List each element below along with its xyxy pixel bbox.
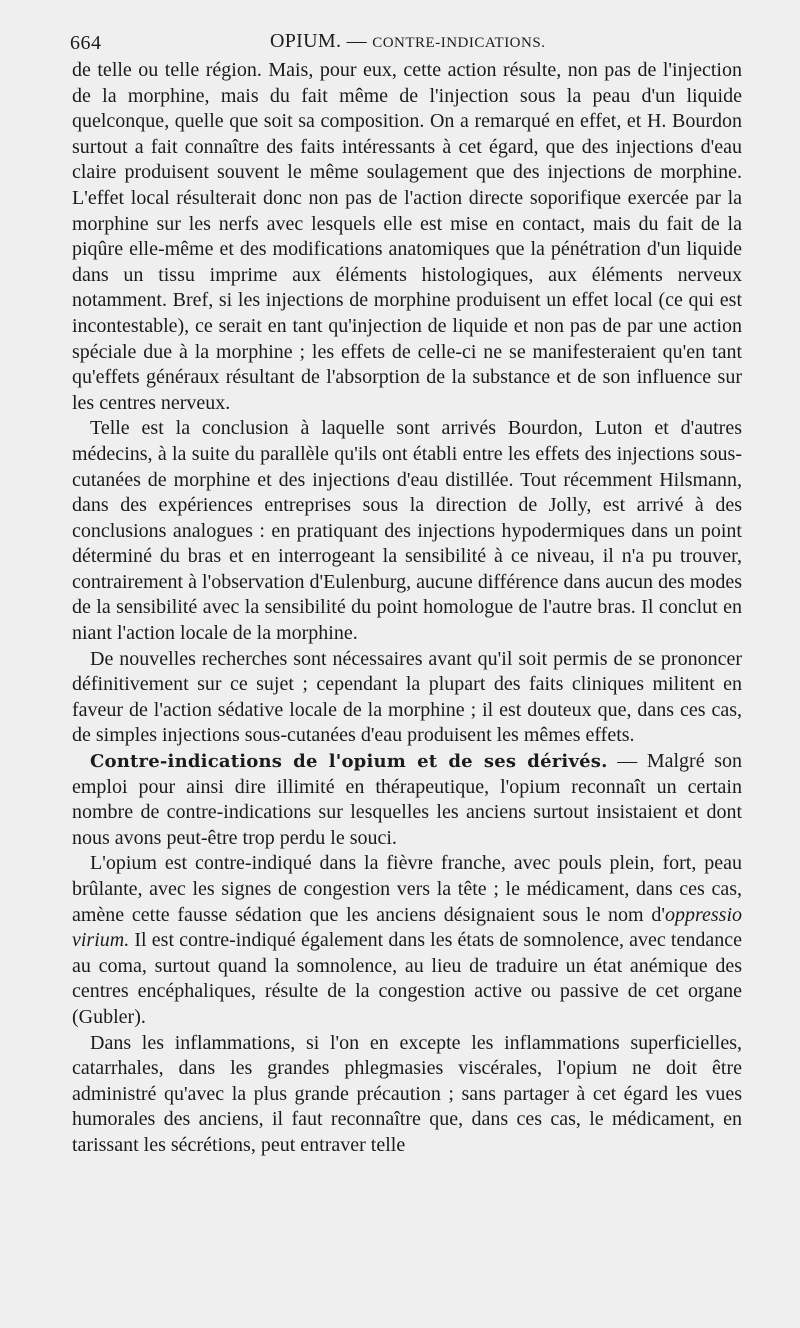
running-title-sub: CONTRE-INDICATIONS.: [372, 35, 546, 51]
paragraph-6: Dans les inflammations, si l'on en excepte les inflammations superficielles, catarrhales, dans les grandes phlegmasies viscérales, l'opium ne doit être administré qu'avec la plus grande précaution ; sans partager à cet égard les vues humorales des anciens, il faut reconnaître que, dans ces cas, le médicament, en tarissant les sécrétions, peut entraver telle: [72, 1031, 742, 1156]
paragraph-3: De nouvelles recherches sont nécessaires avant qu'il soit permis de se prononcer définitivement sur ce sujet ; cependant la plupart des faits cliniques militent en faveur de l'action sédative locale de la morphine ; il est douteux que, dans ces cas, de simples injections sous-cutanées d'eau produisent les mêmes effets.: [72, 647, 742, 747]
running-title: [270, 30, 545, 53]
section-heading: Contre-indications de l'opium et de ses dérivés.: [90, 751, 608, 773]
paragraph-2: Telle est la conclusion à laquelle sont arrivés Bourdon, Luton et d'autres médecins, à la suite du parallèle qu'ils ont établi entre les effets des injections sous-cutanées de morphine et des injections d'eau distillée. Tout récemment Hilsmann, dans des expériences entreprises sous la direction de Jolly, est arrivé à des conclusions analogues : en pratiquant des injections hypodermiques dans un point déterminé du bras et en interrogeant la sensibilité à ce niveau, il n'a pu trouver, contrairement à l'observation d'Eulenburg, aucune différence dans aucun des modes de la sensibilité avec la sensibilité du point homologue de l'autre bras. Il conclut en niant l'action locale de la morphine.: [72, 417, 742, 645]
paragraph-4: [72, 749, 742, 851]
paragraph-4-text: — Malgré son emploi pour ainsi dire illimité en thérapeutique, l'opium reconnaît un certain nombre de contre-indications sur lesquelles les anciens surtout insistaient et dont nous avons peut-être trop perdu le souci.: [72, 750, 742, 849]
body-text: [72, 58, 742, 1159]
page-number: 664: [70, 32, 102, 54]
paragraph-5-italic: oppressio virium.: [72, 903, 742, 952]
running-title-main: OPIUM.: [270, 30, 342, 52]
paragraph-5: [72, 851, 742, 1030]
paragraph-5-text-b: Il est contre-indiqué également dans les états de somnolence, avec tendance au coma, surtout quand la somnolence, au lieu de traduire un état anémique des centres encéphaliques, résulte de la congestion active ou passive de cet organe (Gubler).: [72, 929, 742, 1028]
running-title-dash: —: [346, 30, 367, 52]
paragraph-5-text-a: L'opium est contre-indiqué dans la fièvre franche, avec pouls plein, fort, peau brûlante, avec les signes de congestion vers la tête ; le médicament, dans ces cas, amène cette fausse sédation que les anciens désignaient sous le nom d': [72, 852, 742, 926]
page-header: [70, 28, 748, 58]
paragraph-1: de telle ou telle région. Mais, pour eux, cette action résulte, non pas de l'injection de la morphine, mais du fait même de l'injection sous la peau d'un liquide quelconque, quelle que soit sa composition. On a remarqué en effet, et H. Bourdon surtout a fait connaître des faits intéressants à cet égard, que des injections d'eau claire produisent souvent le même soulagement que des injections de morphine. L'effet local résulterait donc non pas de l'action directe soporifique exercée par la morphine sur les nerfs avec lesquels elle est mise en contact, mais du fait de la piqûre elle-même et des modifications anatomiques que la pénétration d'un liquide dans un tissu imprime aux éléments histologiques, aux éléments nerveux notamment. Bref, si les injections de morphine produisent un effet local (ce qui est incontestable), ce serait en tant qu'injection de liquide et non pas de par une action spéciale due à la morphine ; les effets de celle-ci ne se manifesteraient qu'en tant qu'effets généraux résultant de l'absorption de la substance et de son influence sur les centres nerveux.: [72, 59, 742, 414]
